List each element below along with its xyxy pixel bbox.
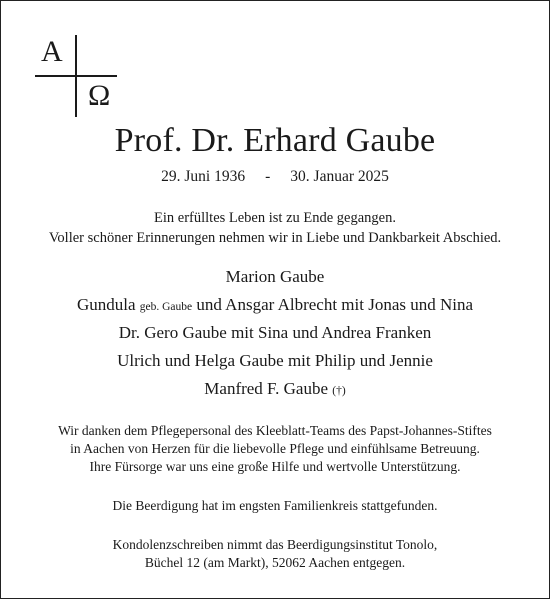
condolence-line: Kondolenzschreiben nimmt das Beerdigungsinstitut Tonolo, — [112, 537, 438, 552]
life-dates — [1, 167, 549, 187]
condolence-line: Büchel 12 (am Markt), 52062 Aachen entgegen. — [144, 555, 406, 570]
mourner-name: Gundula — [76, 295, 136, 314]
thanks-line: Ihre Fürsorge war uns eine große Hilfe und wertvolle Unterstützung. — [89, 459, 461, 474]
alpha-letter: A — [41, 35, 63, 68]
mourner-line: Ulrich und Helga Gaube mit Philip und Jennie — [117, 351, 433, 370]
alpha-omega-cross-symbol — [35, 35, 117, 117]
birth-date: 29. Juni 1936 — [161, 168, 246, 185]
thanks-line: in Aachen von Herzen für die liebevolle Pflege und einfühlsame Betreuung. — [70, 441, 480, 456]
deceased-mark: (†) — [332, 385, 346, 397]
cross-horizontal-line — [35, 75, 117, 77]
date-separator: - — [265, 168, 271, 185]
farewell-line: Ein erfülltes Leben ist zu Ende gegangen. — [154, 210, 396, 226]
mourners-list — [1, 263, 549, 403]
farewell-line: Voller schöner Erinnerungen nehmen wir in Liebe und Dankbarkeit Abschied. — [48, 230, 502, 246]
mourner-line — [1, 291, 549, 319]
maiden-name-note: geb. Gaube — [139, 301, 193, 313]
thanks-line: Wir danken dem Pflegepersonal des Kleeblatt-Teams des Papst-Johannes-Stiftes — [58, 423, 492, 438]
death-date: 30. Januar 2025 — [290, 168, 389, 185]
mourner-name: Manfred F. Gaube — [204, 379, 329, 398]
farewell-text — [1, 208, 549, 248]
mourner-line — [1, 375, 549, 403]
funeral-note: Die Beerdigung hat im engsten Familienkreis stattgefunden. — [112, 498, 438, 513]
omega-letter: Ω — [88, 79, 111, 112]
mourner-name-rest: und Ansgar Albrecht mit Jonas und Nina — [196, 295, 474, 314]
condolence-note — [1, 536, 549, 572]
thanks-paragraph — [1, 422, 549, 476]
mourner-line: Dr. Gero Gaube mit Sina und Andrea Franken — [118, 323, 432, 342]
deceased-name: Prof. Dr. Erhard Gaube — [114, 122, 436, 159]
mourner-line: Marion Gaube — [225, 267, 325, 286]
